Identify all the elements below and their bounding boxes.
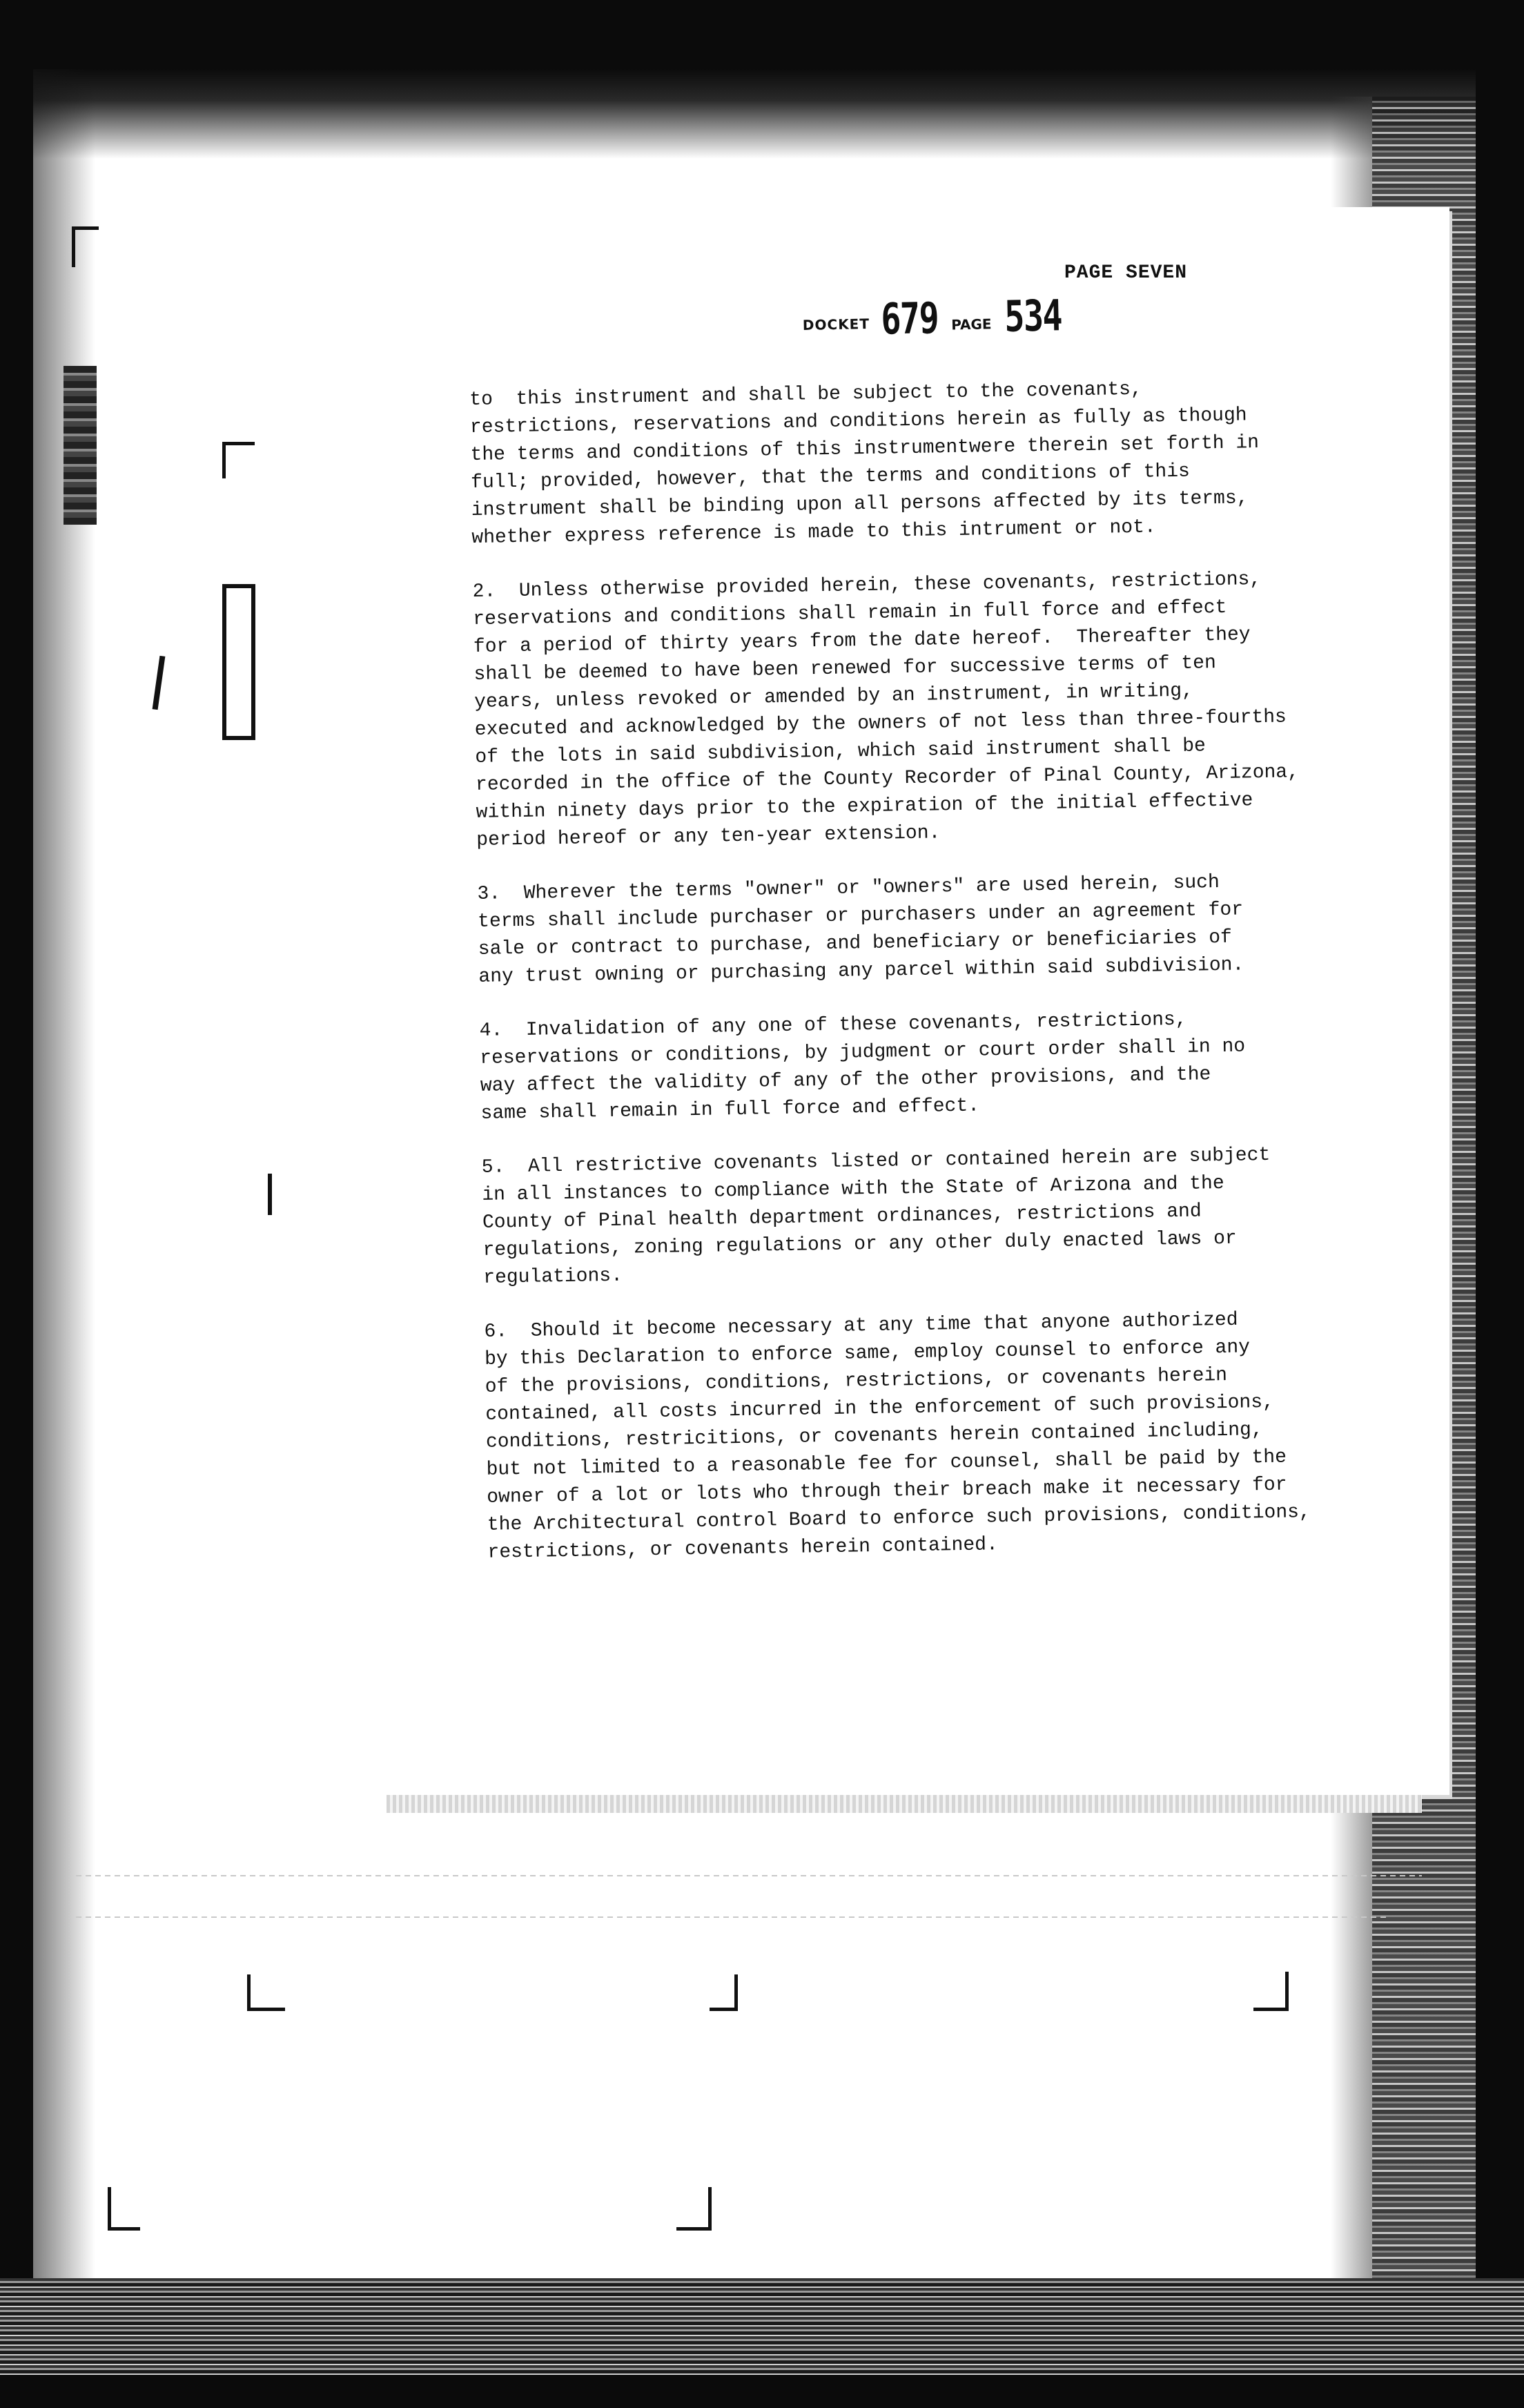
recording-stamp	[802, 290, 1070, 346]
text-line: 5. All restrictive covenants listed or contained herein are subject	[481, 1144, 1271, 1178]
crop-mark-lower-left	[247, 1974, 285, 2011]
text-line: 3. Wherever the terms "owner" or "owners" are used herein, such	[477, 872, 1220, 905]
document-body	[469, 373, 1385, 1593]
text-line: for a period of thirty years from the date hereof. Thereafter they	[473, 624, 1251, 658]
scan-streak	[76, 1916, 1387, 1918]
scan-streak	[76, 1875, 1422, 1876]
text-line: reservations and conditions shall remain in full force and effect	[473, 596, 1227, 630]
crop-mark-bottom-center	[676, 2187, 712, 2231]
text-line: by this Declaration to enforce same, employ counsel to enforce any	[484, 1337, 1251, 1370]
paragraph-continuation	[469, 373, 1369, 552]
text-line: 4. Invalidation of any one of these covenants, restrictions,	[479, 1009, 1187, 1042]
scan-border-top-shadow	[0, 69, 1524, 159]
text-line: contained, all costs incurred in the enforcement of such provisions,	[485, 1391, 1275, 1426]
crop-mark-lower-center	[710, 1974, 738, 2011]
scan-border-bottom	[0, 2375, 1524, 2408]
binding-strip	[63, 366, 97, 525]
text-line: years, unless revoked or amended by an instrument, in writing,	[473, 680, 1194, 713]
binder-tab-outline	[222, 584, 255, 740]
crop-mark-lower-right	[1253, 1972, 1289, 2011]
text-line: 2. Unless otherwise provided herein, these covenants, restrictions,	[472, 569, 1262, 603]
page-prefix: PAGE	[950, 315, 992, 333]
scan-border-right	[1476, 0, 1524, 2408]
text-line: restrictions, reservations and conditions herein as fully as though	[469, 405, 1247, 438]
crop-mark-inner-top-left	[222, 442, 255, 478]
margin-tick	[268, 1174, 272, 1215]
text-line: terms shall include purchaser or purchasers under an agreement for	[477, 899, 1244, 933]
text-line: recorded in the office of the County Recorder of Pinal County, Arizona,	[475, 761, 1300, 796]
text-line: the terms and conditions of this instrumentwere therein set forth in	[470, 432, 1260, 466]
margin-tick	[153, 656, 166, 710]
text-line: regulations, zoning regulations or any other duly enacted laws or	[482, 1227, 1237, 1261]
text-line: same shall remain in full force and effect.	[480, 1095, 980, 1125]
text-line: way affect the validity of any of the other provisions, and the	[480, 1064, 1211, 1097]
text-line: period hereof or any ten-year extension.	[476, 822, 941, 851]
text-line: whether express reference is made to this intrument or not.	[471, 516, 1156, 549]
text-line: 6. Should it become necessary at any time that anyone authorized	[484, 1309, 1238, 1343]
text-line: any trust owning or purchasing any parcel within said subdivision.	[478, 954, 1244, 988]
text-line: executed and acknowledged by the owners of not less than three-fourths	[474, 706, 1287, 741]
text-line: to this instrument and shall be subject to the covenants,	[469, 378, 1142, 411]
text-line: restrictions, or covenants herein contained.	[487, 1534, 999, 1564]
text-line: in all instances to compliance with the State of Arizona and the	[482, 1172, 1224, 1206]
text-line: of the provisions, conditions, restrictions, or covenants herein	[485, 1364, 1228, 1398]
text-line: but not limited to a reasonable fee for counsel, shall be paid by the	[486, 1446, 1287, 1481]
page-heading: PAGE SEVEN	[1064, 262, 1188, 284]
text-line: conditions, restricitions, or covenants herein contained including,	[485, 1419, 1263, 1453]
text-line: the Architectural control Board to enforce such provisions, conditions,	[487, 1502, 1311, 1536]
text-line: owner of a lot or lots who through their breach make it necessary for	[487, 1474, 1287, 1508]
paragraph-6	[484, 1304, 1385, 1566]
page-bottom-edge	[387, 1795, 1422, 1813]
text-line: within ninety days prior to the expiration of the initial effective	[476, 790, 1253, 824]
text-line: full; provided, however, that the terms and conditions of this	[470, 460, 1191, 494]
text-line: sale or contract to purchase, and beneficiary or beneficiaries of	[478, 926, 1233, 960]
text-line: reservations or conditions, by judgment or court order shall in no	[480, 1036, 1246, 1069]
text-line: instrument shall be binding upon all persons affected by its terms,	[471, 487, 1249, 521]
paragraph-4	[479, 1003, 1378, 1127]
crop-mark-top-left	[72, 226, 99, 267]
docket-prefix: DOCKET	[802, 315, 870, 333]
paragraph-3	[477, 866, 1376, 991]
paragraph-2	[472, 565, 1374, 855]
paragraph-5	[481, 1140, 1380, 1292]
text-line: County of Pinal health department ordinances, restrictions and	[482, 1201, 1202, 1234]
text-line: shall be deemed to have been renewed for successive terms of ten	[473, 652, 1217, 686]
text-line: regulations.	[483, 1265, 623, 1289]
scan-border-top	[0, 0, 1524, 76]
crop-mark-bottom-left	[108, 2187, 140, 2231]
text-line: of the lots in said subdivision, which said instrument shall be	[475, 735, 1206, 768]
page-number: 534	[1004, 290, 1062, 342]
docket-number: 679	[880, 292, 939, 344]
scan-border-left	[0, 0, 33, 2408]
